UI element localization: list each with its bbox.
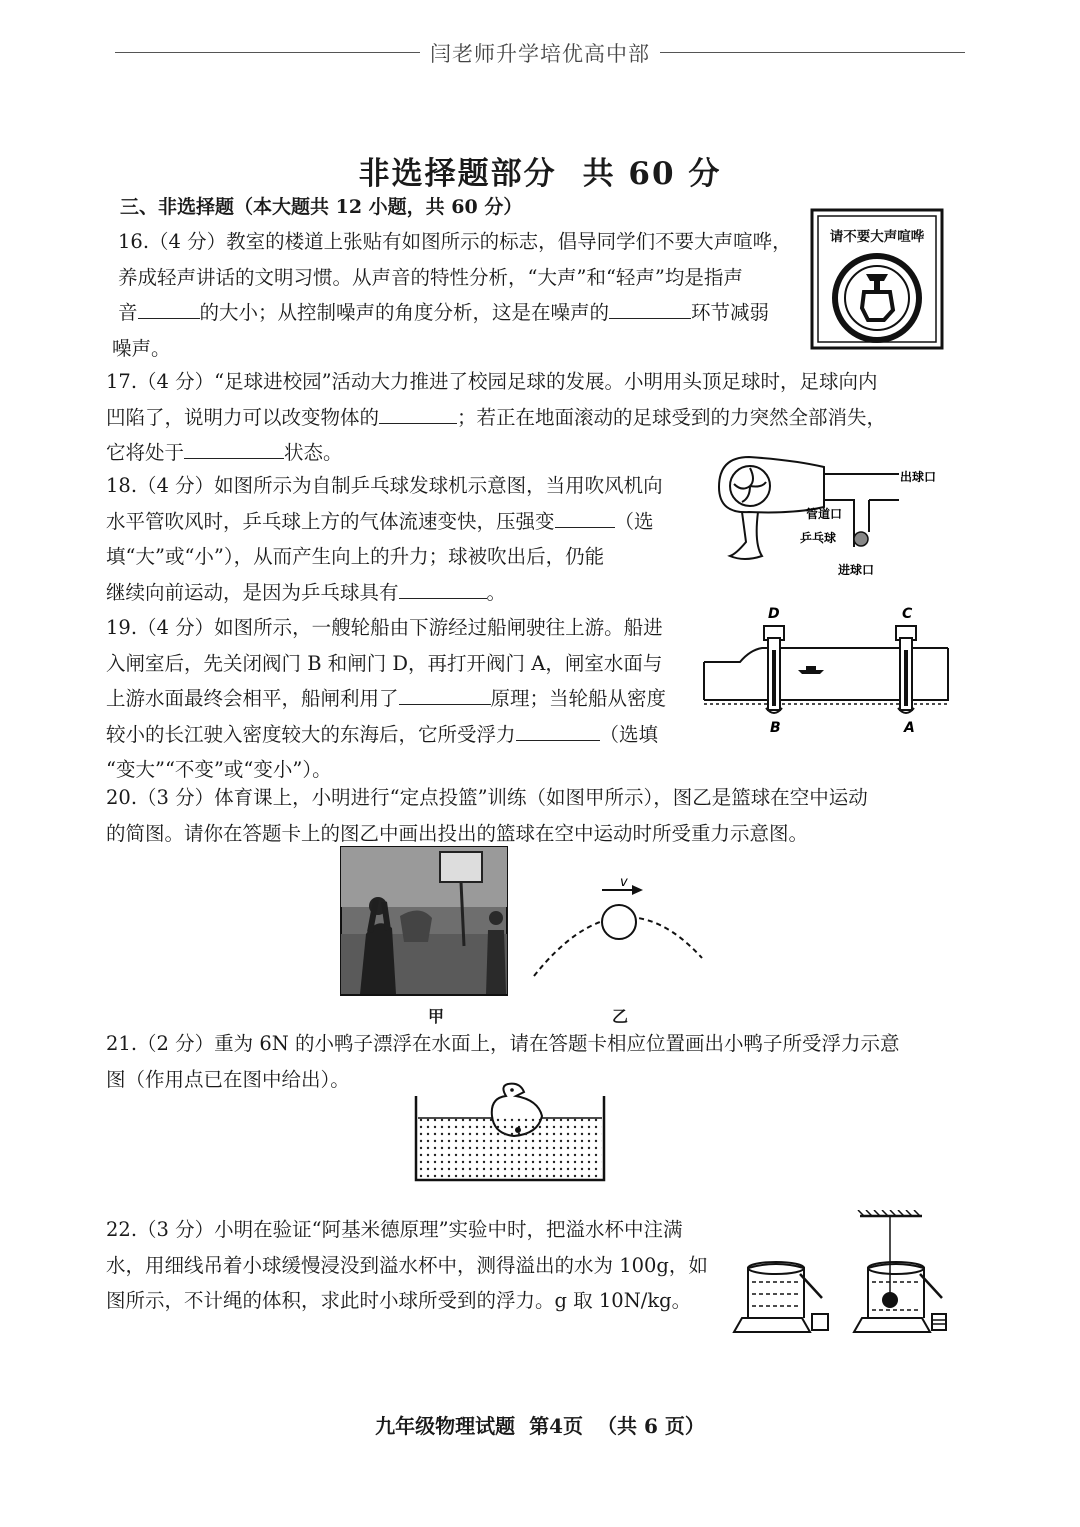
q20-line-2: 的简图。请你在答题卡上的图乙中画出投出的篮球在空中运动时所受重力示意图。 [106,821,809,845]
label-pipe: 管道口 [806,507,843,521]
q18-line-1: 18.（4 分）如图所示为自制乒乓球发球机示意图，当用吹风机向 [106,474,663,497]
q17-blank-1[interactable] [379,403,457,424]
q16-line-3: 音 的大小；从控制噪声的角度分析，这是在噪声的 环节减弱 [118,295,808,331]
page-title [0,148,1080,193]
q22-line-1: 22.（3 分）小明在验证“阿基米德原理”实验中时，把溢水杯中注满 [106,1218,683,1241]
header-watermark-title: 闫老师升学培优高中部 [430,42,650,66]
footer-total: （共 6 页） [597,1414,705,1438]
small-ball [882,1292,898,1308]
fig-label-jia: 甲 [428,1007,445,1026]
title-score: 共 60 分 [582,156,722,192]
ship-icon [798,666,824,674]
trajectory-figure [530,872,706,980]
q19-line-4: 较小的长江驶入密度较大的东海后，它所受浮力 （选填 [106,717,706,753]
question-18 [106,468,706,610]
q18-line-2: 水平管吹风时，乒乓球上方的气体流速变快，压强变 （选 [106,504,706,540]
q17-blank-2[interactable] [184,438,284,459]
ball-icon [602,905,636,939]
q19-blank-2[interactable] [516,720,600,741]
velocity-label: v [620,875,628,890]
q16-line-1: 16.（4 分）教室的楼道上张贴有如图所示的标志，倡导同学们不要大声喧哗， [118,230,792,253]
footer-page: 第4页 [529,1414,584,1438]
page-footer [0,1410,1080,1439]
q17-line-3: 它将处于 状态。 [106,435,956,471]
overflow-cup-figure [732,1210,948,1338]
q19-line-5: “变大”“不变”或“变小”）。 [106,758,332,781]
q22-line-3: 图所示，不计绳的体积，求此时小球所受到的浮力。g 取 10N/kg。 [106,1289,692,1312]
q18-blank-1[interactable] [555,507,615,528]
ping-pong-launcher-figure [714,452,950,582]
q22-line-2: 水，用细线吊着小球缓慢浸没到溢水杯中，测得溢出的水为 100g，如 [106,1253,708,1277]
q16-line-2: 养成轻声讲话的文明习惯。从声音的特性分析，“大声”和“轻声”均是指声 [118,265,743,289]
q17-line-2: 凹陷了，说明力可以改变物体的 ；若正在地面滚动的足球受到的力突然全部消失， [106,400,956,436]
q18-line-3: 填“大”或“小”），从而产生向上的升力；球被吹出后，仍能 [106,545,605,568]
label-outlet: 出球口 [900,470,937,484]
q19-line-1: 19.（4 分）如图所示，一艘轮船由下游经过船闸驶往上游。船进 [106,616,663,639]
label-B: B [770,720,781,736]
ping-pong-ball [854,532,868,546]
q19-line-2: 入闸室后，先关闭阀门 B 和闸门 D，再打开阀门 A，闸室水面与 [106,651,663,675]
label-C: C [902,606,913,622]
quiet-sign-figure [810,208,944,350]
fan-icon [734,468,766,502]
force-point [515,1127,521,1133]
finger-icon [866,274,888,291]
title-part: 非选择题部分 [358,156,557,192]
q18-blank-2[interactable] [399,578,487,599]
question-19 [106,610,706,788]
sign-text: 请不要大声喧哗 [829,229,925,245]
q18-line-4: 继续向前运动，是因为乒乓球具有 。 [106,575,706,611]
q19-blank-1[interactable] [399,684,491,705]
q21-line-2: 图（作用点已在图中给出）。 [106,1067,350,1091]
q20-line-1: 20.（3 分）体育课上，小明进行“定点投篮”训练（如图甲所示），图乙是篮球在空中运动 [106,786,868,809]
velocity-arrow-icon [632,885,643,895]
footer-subject: 九年级物理试题 [375,1414,516,1438]
hand-icon [862,292,893,320]
label-inlet: 进球口 [838,563,875,577]
basketball-photo-figure [340,846,508,996]
question-22 [106,1212,746,1319]
fig-label-yi: 乙 [612,1007,629,1026]
ship-lock-figure [700,600,952,740]
label-A: A [904,720,915,736]
backboard [440,852,482,882]
section-heading: 三、非选择题（本大题共 12 小题，共 60 分） [120,196,523,218]
q21-line-1: 21.（2 分）重为 6N 的小鸭子漂浮在水面上，请在答题卡相应位置画出小鸭子所受浮力示意 [106,1032,900,1055]
question-20 [106,780,966,851]
q17-line-1: 17.（4 分）“足球进校园”活动大力推进了校园足球的发展。小明用头顶足球时，足球向内 [106,370,878,393]
q19-line-3: 上游水面最终会相平，船闸利用了 原理；当轮船从密度 [106,681,706,717]
label-ball: 乒乓球 [800,531,837,545]
q16-blank-1[interactable] [138,298,200,319]
duck-in-water-figure [412,1076,608,1184]
question-16 [112,224,808,366]
q16-blank-2[interactable] [609,298,691,319]
q16-line-4: 噪声。 [112,336,171,360]
label-D: D [768,606,780,622]
header-rule-right [660,52,965,53]
